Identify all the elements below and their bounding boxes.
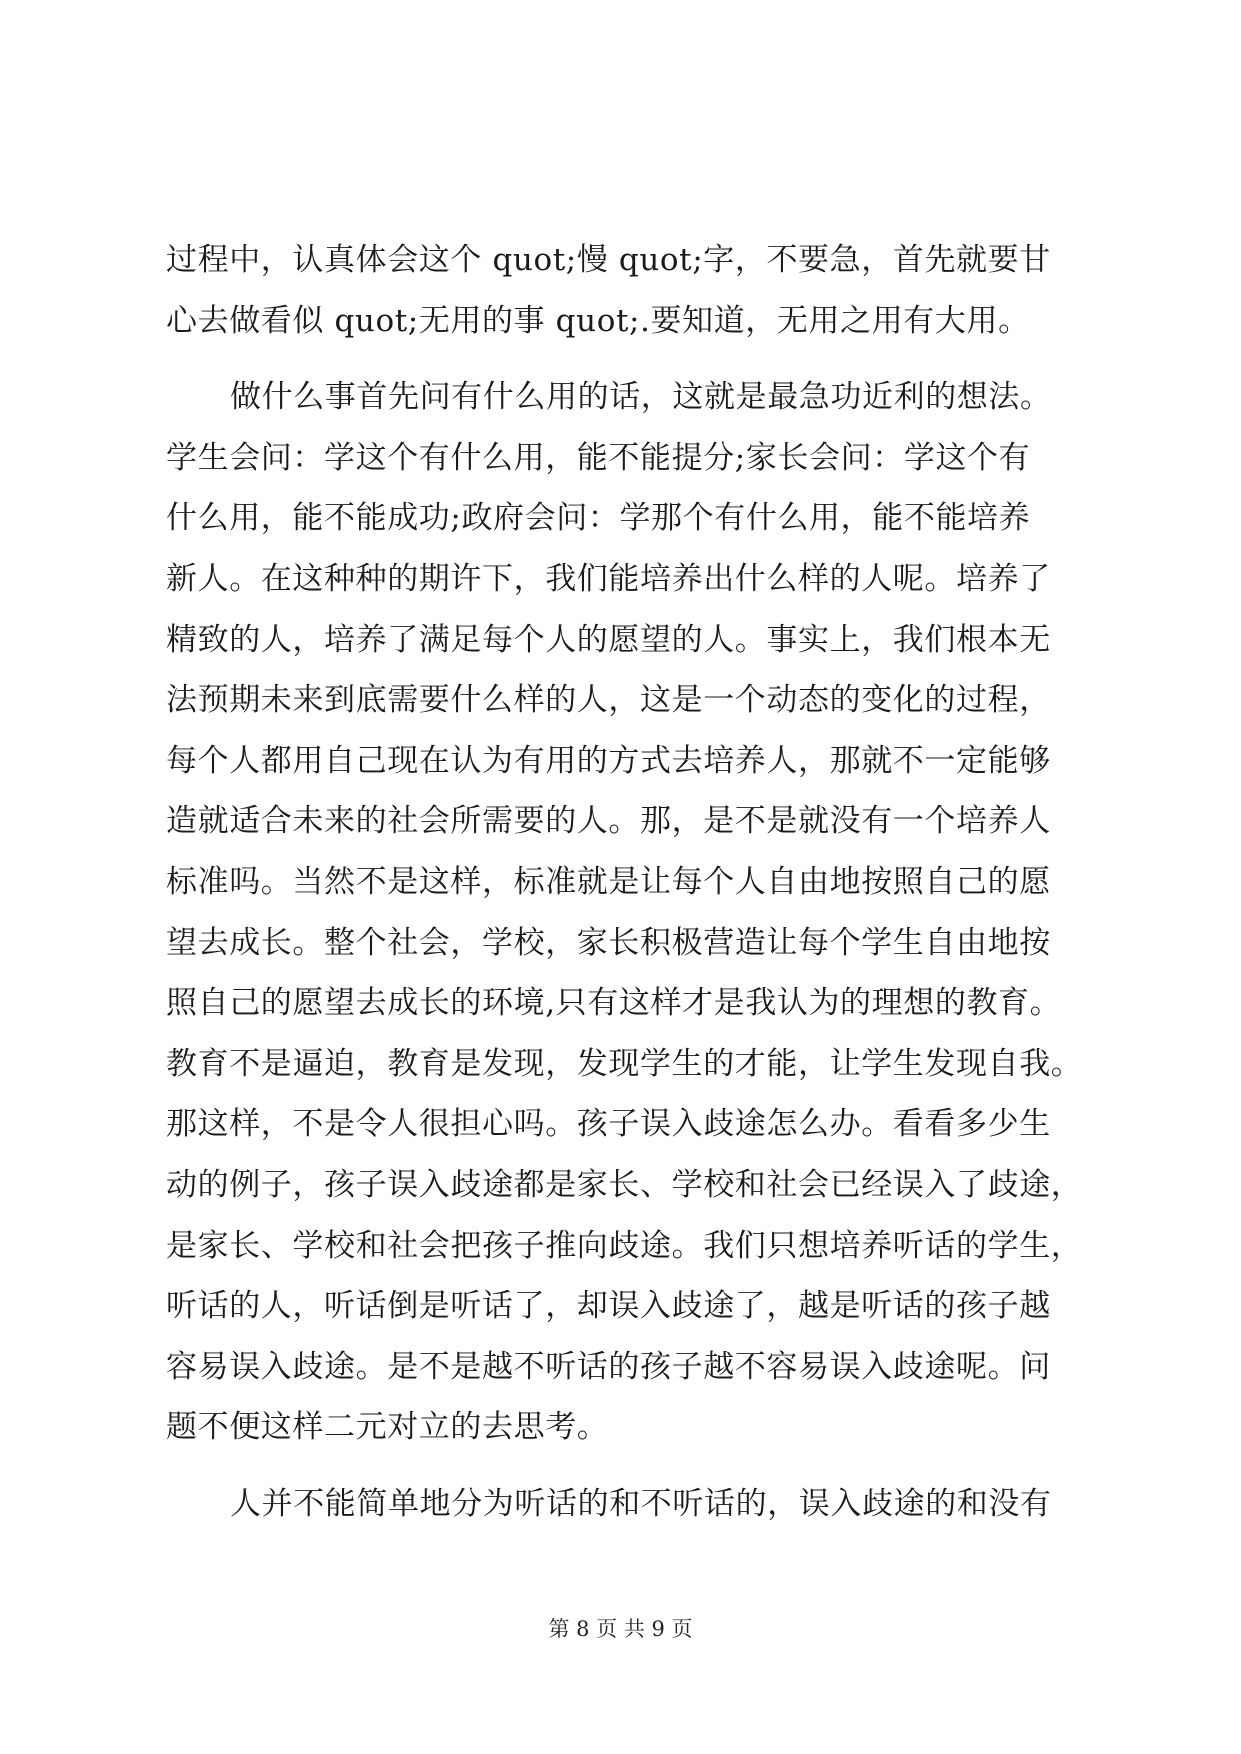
text-line: 新人。在这种种的期许下，我们能培养出什么样的人呢。培养了 (166, 560, 1051, 597)
text-line: 学生会问：学这个有什么用，能不能提分;家长会问：学这个有 (166, 439, 1031, 476)
page-footer (0, 1614, 1241, 1644)
text-line: 容易误入歧途。是不是越不听话的孩子越不容易误入歧途呢。问 (166, 1348, 1051, 1385)
text-line: 人并不能简单地分为听话的和不听话的，误入歧途的和没有 (230, 1485, 1052, 1522)
text-line: 造就适合未来的社会所需要的人。那，是不是就没有一个培养人 (166, 803, 1051, 840)
page-number: 第 8 页 共 9 页 (548, 1617, 693, 1641)
text-line: 动的例子，孩子误入歧途都是家长、学校和社会已经误入了歧途， (166, 1166, 1083, 1203)
text-line: 望去成长。整个社会，学校，家长积极营造让每个学生自由地按 (166, 924, 1051, 961)
text-line: 那这样，不是令人很担心吗。孩子误入歧途怎么办。看看多少生 (166, 1106, 1051, 1143)
text-line: 什么用，能不能成功;政府会问：学那个有什么用，能不能培养 (166, 500, 1031, 537)
text-line: 听话的人，听话倒是听话了，却误入歧途了，越是听话的孩子越 (166, 1288, 1051, 1325)
text-line: 题不便这样二元对立的去思考。 (166, 1409, 609, 1446)
text-line: 标准吗。当然不是这样，标准就是让每个人自由地按照自己的愿 (166, 863, 1051, 900)
text-line: 过程中，认真体会这个 quot;慢 quot;字，不要急，首先就要甘 (166, 242, 1051, 278)
text-line: 法预期未来到底需要什么样的人，这是一个动态的变化的过程， (166, 682, 1051, 719)
text-line: 心去做看似 quot;无用的事 quot;.要知道，无用之用有大用。 (166, 302, 1030, 339)
body-text (166, 230, 1086, 1534)
text-line: 每个人都用自己现在认为有用的方式去培养人，那就不一定能够 (166, 742, 1051, 779)
text-line: 是家长、学校和社会把孩子推向歧途。我们只想培养听话的学生， (166, 1227, 1083, 1264)
text-line: 做什么事首先问有什么用的话，这就是最急功近利的想法。 (230, 379, 1052, 416)
text-line: 照自己的愿望去成长的环境,只有这样才是我认为的理想的教育。 (166, 985, 1062, 1022)
text-line: 教育不是逼迫，教育是发现，发现学生的才能，让学生发现自我。 (166, 1045, 1083, 1082)
text-line: 精致的人，培养了满足每个人的愿望的人。事实上，我们根本无 (166, 621, 1051, 658)
